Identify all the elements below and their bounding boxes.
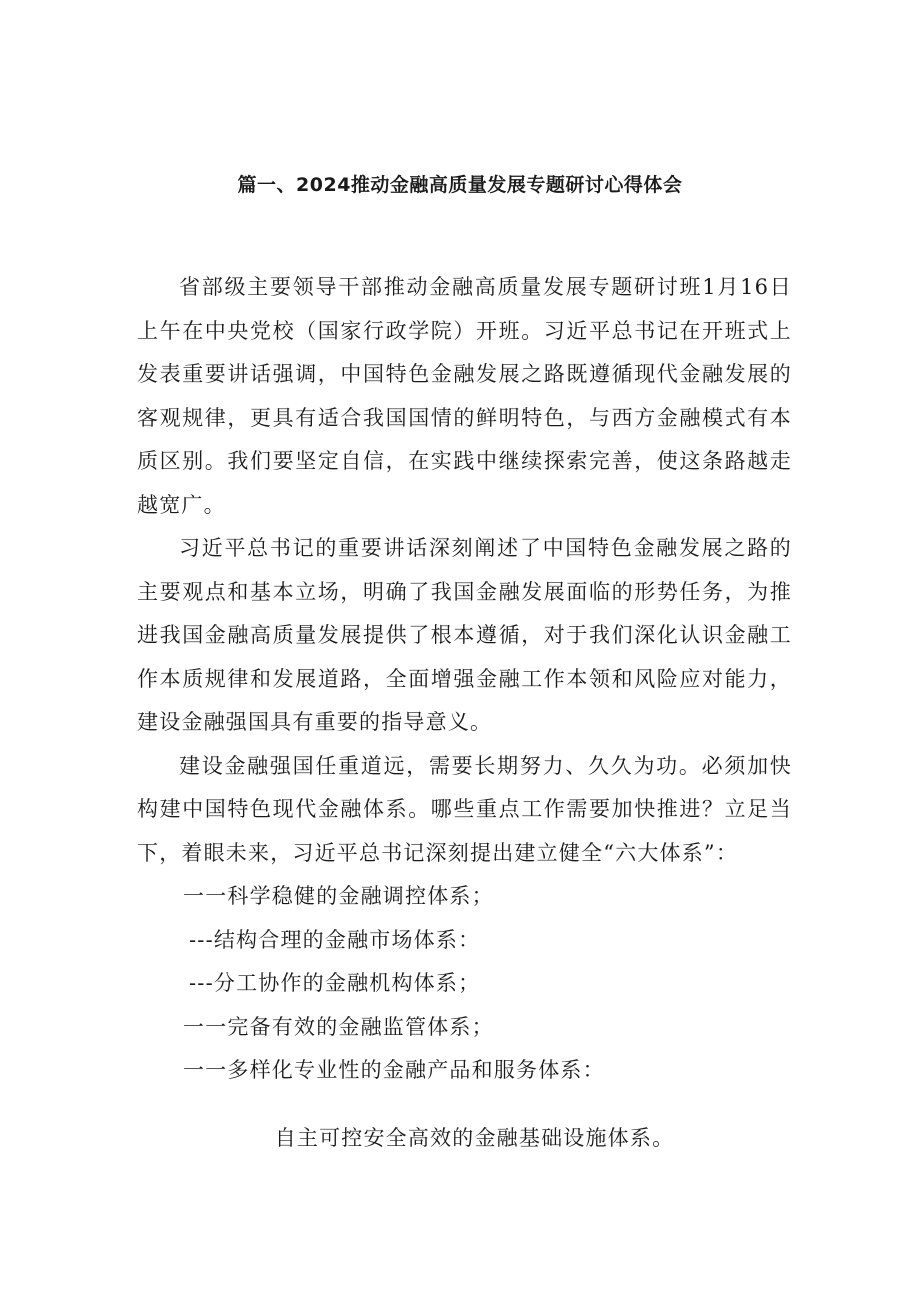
paragraph-1: 省部级主要领导干部推动金融高质量发展专题研讨班1月16日上午在中央党校（国家行政学院）开班。习近平总书记在开班式上发表重要讲话强调，中国特色金融发展之路既遵循现代金融发展的客观规律，更具有适合我国国情的鲜明特色，与西方金融模式有本质区别。我们要坚定自信，在实践中继续探索完善，使这条路越走越宽广。 [137,275,792,517]
paragraph-2: 习近平总书记的重要讲话深刻阐述了中国特色金融发展之路的主要观点和基本立场，明确了我国金融发展面临的形势任务，为推进我国金融高质量发展提供了根本遵循，对于我们深化认识金融工作本质规律和发展道路，全面增强金融工作本领和风险应对能力，建设金融强国具有重要的指导意义。 [137,536,792,734]
list-item: ---结构合理的金融市场体系： [189,927,481,952]
system-list [137,875,792,1093]
closing-line: 自主可控安全高效的金融基础设施体系。 [274,1125,675,1150]
list-item: 一一完备有效的金融监管体系； [183,1014,494,1039]
list-item: ---分工协作的金融机构体系； [189,971,481,995]
list-item: 一一科学稳健的金融调控体系； [183,884,494,908]
paragraph-3: 建设金融强国任重道远，需要长期努力、久久为功。必须加快构建中国特色现代金融体系。哪些重点工作需要加快推进？立足当下，着眼未来，习近平总书记深刻提出建立健全“六大体系”： [137,753,792,865]
list-item: 一一多样化专业性的金融产品和服务体系： [183,1058,605,1082]
document-body [137,266,792,1160]
document-title: 篇一、2024推动金融高质量发展专题研讨心得体会 [237,174,683,196]
